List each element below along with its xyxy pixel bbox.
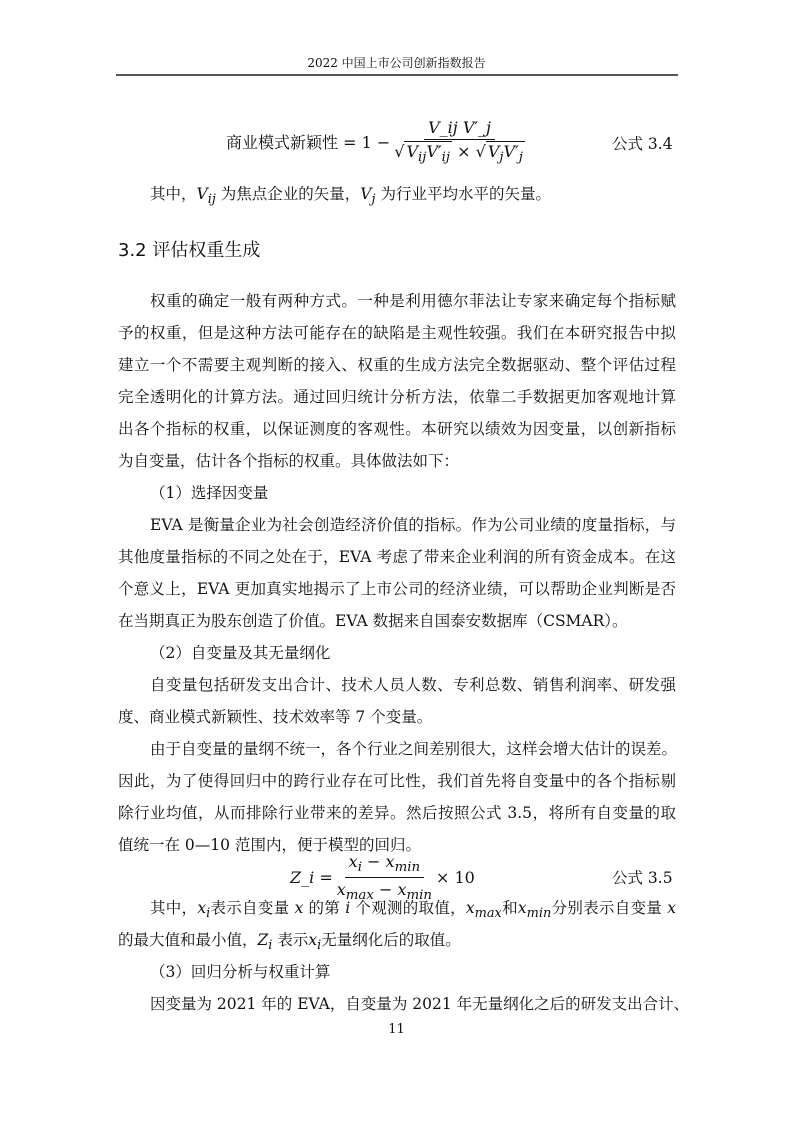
paragraph-line: 个意义上，EVA 更加真实地揭示了上市公司的经济业绩，可以帮助企业判断是否 [118, 580, 676, 598]
running-header: 2022 中国上市公司创新指数报告 [307, 56, 486, 70]
paragraph-line: 建立一个不需要主观判断的接入、权重的生成方法完全数据驱动、整个评估过程 [118, 356, 676, 374]
paragraph-line: 值统一在 0—10 范围内，便于模型的回归。 [118, 836, 421, 854]
equation-number: 公式 3.4 [612, 135, 673, 153]
header-rule [116, 74, 678, 76]
page-number: 11 [388, 1022, 405, 1037]
formula-3-4 [226, 118, 529, 165]
formula-numerator: V_ij V′_j [424, 118, 495, 140]
formula-multiplier: × 10 [435, 868, 475, 888]
formula-lhs: 商业模式新颖性 = 1 − [226, 133, 391, 153]
paragraph-line: 因变量为 2021 年的 EVA，自变量为 2021 年无量纲化之后的研发支出合计、 [150, 995, 690, 1013]
paragraph-line: 其中，$x_i$表示自变量 x 的第 i 个观测的取值，$x_{max}$和$x_{min}$分别表示自变量 x [150, 899, 676, 922]
paragraph-line: 完全透明化的计算方法。通过回归统计分析方法，依靠二手数据更加客观地计算 [118, 388, 676, 406]
paragraph-line: 为自变量，估计各个指标的权重。具体做法如下： [118, 452, 460, 470]
formula-note: 其中，$V_{ij}$ 为焦点企业的矢量，$V_j$ 为行业平均水平的矢量。 [150, 185, 551, 208]
paragraph-line: 的最大值和最小值，$Z_i$ 表示$x_i$无量纲化后的取值。 [118, 931, 461, 954]
paragraph-line: EVA 是衡量企业为社会创造经济价值的指标。作为公司业绩的度量指标，与 [150, 516, 676, 534]
formula-denominator: √ $V_{ij}V'_{ij}$ × √ $V_jV'_j$ [394, 142, 523, 166]
subheading: （3）回归分析与权重计算 [150, 963, 331, 981]
paragraph-line: 权重的确定一般有两种方式。一种是利用德尔菲法让专家来确定每个指标赋 [150, 292, 676, 310]
subheading: （1）选择因变量 [150, 484, 269, 502]
paragraph-line: 在当期真正为股东创造了价值。EVA 数据来自国泰安数据库（CSMAR）。 [118, 612, 628, 630]
formula-lhs: Z_i = [290, 868, 333, 888]
paragraph-line: 予的权重，但是这种方法可能存在的缺陷是主观性较强。我们在本研究报告中拟 [118, 324, 676, 342]
formula-denominator: $x_{max} - x_{min}$ [336, 880, 432, 904]
section-heading: 3.2 评估权重生成 [118, 240, 261, 261]
paragraph-line: 其他度量指标的不同之处在于，EVA 考虑了带来企业利润的所有资金成本。在这 [118, 548, 676, 566]
formula-3-5 [290, 852, 475, 903]
equation-number: 公式 3.5 [612, 869, 673, 887]
subheading: （2）自变量及其无量纲化 [150, 644, 331, 662]
formula-numerator: $x_i - x_{min}$ [345, 852, 424, 878]
paragraph-line: 度、商业模式新颖性、技术效率等 7 个变量。 [118, 708, 433, 726]
paragraph-line: 自变量包括研发支出合计、技术人员人数、专利总数、销售利润率、研发强 [150, 676, 676, 694]
paragraph-line: 因此，为了使得回归中的跨行业存在可比性，我们首先将自变量中的各个指标剔 [118, 772, 676, 790]
paragraph-line: 出各个指标的权重，以保证测度的客观性。本研究以绩效为因变量，以创新指标 [118, 420, 676, 438]
paragraph-line: 除行业均值，从而排除行业带来的差异。然后按照公式 3.5，将所有自变量的取 [118, 804, 676, 822]
paragraph-line: 由于自变量的量纲不统一，各个行业之间差别很大，这样会增大估计的误差。 [150, 740, 678, 758]
